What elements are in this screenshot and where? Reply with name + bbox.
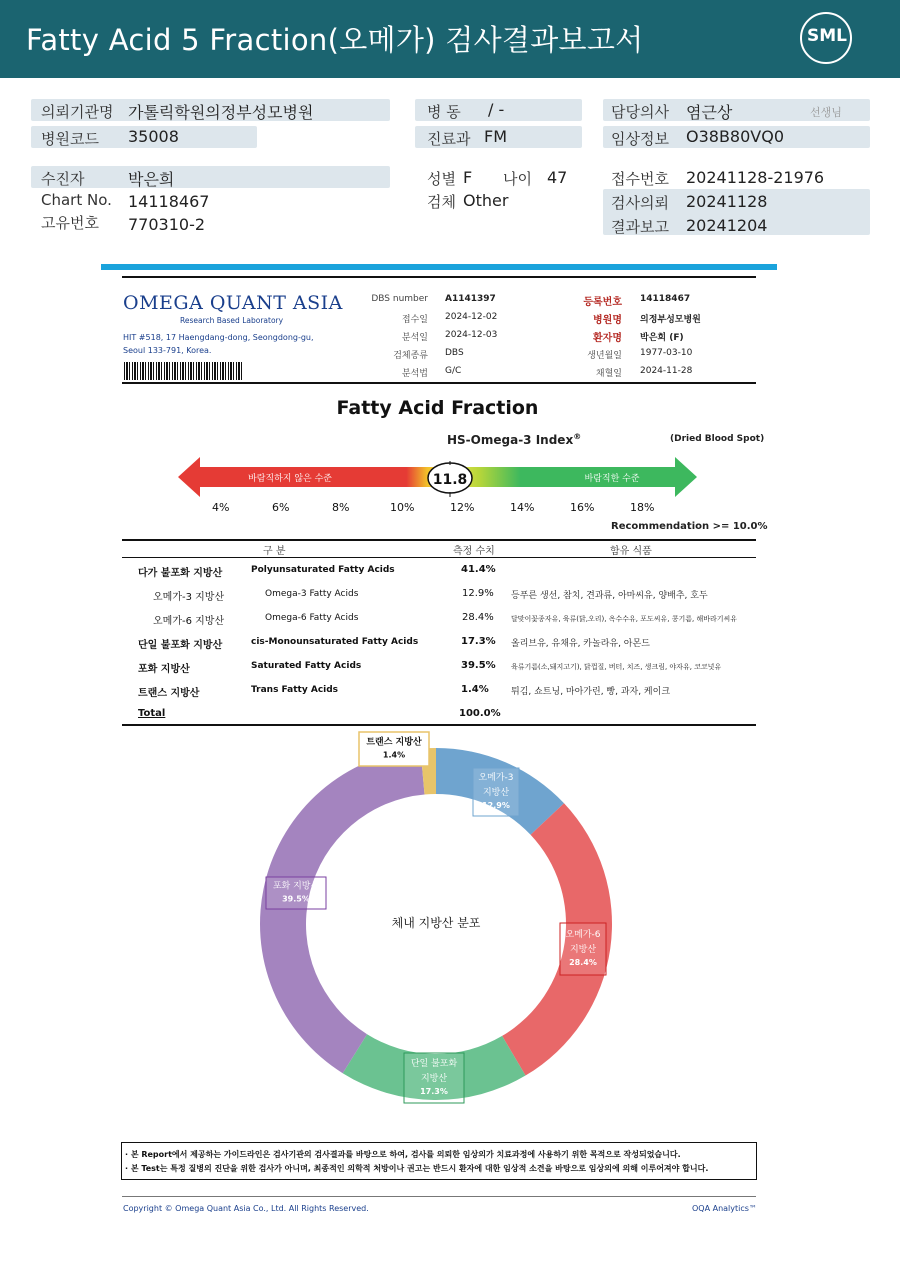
receipt-label: 접수번호: [611, 170, 669, 188]
table-header-foods: 함유 식품: [610, 546, 652, 557]
table-header-rule: [122, 557, 756, 558]
table-header-value: 측정 수치: [453, 546, 495, 557]
sml-logo: [800, 12, 852, 64]
id-value: 770310-2: [128, 215, 206, 234]
slice-label-text: 단일 불포화: [410, 1059, 458, 1069]
hospital-code-value: 35008: [128, 127, 179, 146]
scale-tick-label: 18%: [630, 501, 655, 514]
scale-tick-label: 10%: [390, 501, 415, 514]
slice-label-text: 트랜스 지방산: [366, 737, 422, 748]
doctor-label: 담당의사: [611, 103, 669, 121]
row-category-en: Omega-6 Fatty Acids: [265, 613, 359, 623]
oqa-analytics: OQA Analytics™: [692, 1204, 757, 1213]
dbs-value: A1141397: [445, 294, 496, 304]
row-category-ko: 단일 불포화 지방산: [138, 640, 223, 651]
request-value: 20241128: [686, 192, 768, 211]
lab-address-2: Seoul 133-791, Korea.: [123, 346, 212, 355]
recommendation: Recommendation >= 10.0%: [611, 521, 768, 532]
received-value: 2024-12-02: [445, 312, 498, 322]
clinical-label: 임상정보: [611, 130, 669, 148]
donut-center-label: 체내 지방산 분포: [391, 916, 481, 930]
dbs-label: DBS number: [371, 294, 428, 304]
row-foods: 등푸른 생선, 참치, 견과류, 아마씨유, 양배추, 호두: [511, 591, 708, 601]
header-bar: [0, 0, 900, 78]
row-category-en: Omega-3 Fatty Acids: [265, 589, 359, 599]
dept-value: FM: [484, 127, 508, 146]
disclaimer-line-1: · 본 Report에서 제공하는 가이드라인은 검사기관의 검사결과를 바탕으로 하여, 검사를 의뢰한 임상의가 치료과정에 사용하기 위한 목적으로 작성되었습니다.: [125, 1150, 681, 1159]
regno-label: 등록번호: [583, 297, 622, 308]
slice-label-text: 포화 지방산: [272, 881, 320, 892]
sex-value: F: [463, 168, 473, 187]
lab-address-1: HIT #518, 17 Haengdang-dong, Seongdong-gu,: [123, 333, 314, 342]
sample-label: 검체종류: [393, 351, 428, 361]
hospital-name-label: 병원명: [593, 315, 622, 326]
lab-logo-sub: Research Based Laboratory: [180, 316, 284, 325]
specimen-label: 검체: [427, 193, 456, 211]
row-value: 12.9%: [462, 588, 494, 599]
draw-value: 2024-11-28: [640, 366, 693, 376]
age-value: 47: [547, 168, 568, 187]
method-value: G/C: [445, 366, 462, 376]
row-foods: 육류기름(소,돼지고기), 닭껍질, 버터, 치즈, 생크림, 야자유, 코코넛유: [511, 663, 722, 671]
row-category-en: cis-Monounsaturated Fatty Acids: [251, 637, 419, 647]
good-zone-label: 바람직한 수준: [584, 474, 640, 484]
patient-label: 수진자: [41, 170, 85, 188]
table-bottom-rule: [122, 724, 756, 726]
institution-label: 의뢰기관명: [41, 103, 114, 121]
footer-rule: [122, 1196, 756, 1197]
lab-logo-name: OMEGA QUANT ASIA: [123, 292, 343, 314]
logo-text: SML: [807, 26, 847, 46]
slice-label-value: 39.5%: [282, 894, 310, 904]
row-value: 1.4%: [461, 684, 489, 695]
index-note: (Dried Blood Spot): [670, 434, 765, 444]
row-value: 28.4%: [462, 612, 494, 623]
barcode-image: [124, 362, 242, 380]
row-foods: 달맞이꽃종자유, 육류(닭,오리), 옥수수유, 포도씨유, 콩기름, 해바라기씨유: [511, 615, 738, 623]
slice-label-text: 지방산: [482, 788, 510, 798]
dob-label: 생년월일: [587, 351, 622, 361]
patient-value: 박은희: [128, 170, 175, 189]
index-name-text: HS-Omega-3 Index: [447, 433, 574, 447]
lab-patient-label: 환자명: [593, 333, 622, 344]
index-value: 11.8: [432, 472, 468, 488]
dept-label: 진료과: [427, 130, 471, 148]
age-label: 나이: [503, 170, 532, 188]
lab-patient-value: 박은희 (F): [640, 333, 684, 343]
slice-label-value: 12.9%: [482, 801, 510, 810]
slice-label-value: 17.3%: [420, 1087, 448, 1096]
index-name-sup: ®: [573, 432, 582, 441]
row-value: 17.3%: [461, 636, 496, 647]
section-heading: Fatty Acid Fraction: [336, 397, 539, 419]
chart-value: 14118467: [128, 192, 210, 211]
id-label: 고유번호: [41, 214, 99, 232]
slice-label-value: 28.4%: [569, 958, 597, 967]
receipt-value: 20241128-21976: [686, 168, 825, 187]
regno-value: 14118467: [640, 294, 691, 304]
dob-value: 1977-03-10: [640, 348, 693, 358]
request-label: 검사의뢰: [611, 194, 669, 212]
row-value: 39.5%: [461, 660, 496, 671]
scale-tick-label: 6%: [272, 501, 290, 514]
row-category-ko: 다가 불포화 지방산: [138, 568, 223, 579]
table-top-rule: [122, 539, 756, 541]
slice-label-value: 1.4%: [382, 750, 406, 760]
scale-tick-label: 14%: [510, 501, 535, 514]
total-label: Total: [138, 708, 166, 719]
ward-value: / -: [488, 100, 505, 119]
specimen-value: Other: [463, 191, 509, 210]
accent-divider: [101, 264, 777, 270]
report-title: Fatty Acid 5 Fraction(오메가) 검사결과보고서: [26, 23, 644, 57]
scale-tick-label: 12%: [450, 501, 475, 514]
slice-label-text: 오메가-3: [478, 773, 514, 783]
ward-label: 병 동: [427, 103, 461, 121]
fatty-acid-donut-chart: [240, 730, 640, 1120]
row-category-en: Saturated Fatty Acids: [251, 661, 362, 671]
scale-tick-label: 4%: [212, 501, 230, 514]
bad-zone-label: 바람직하지 않은 수준: [248, 474, 332, 484]
row-foods: 튀김, 쇼트닝, 마아가린, 빵, 과자, 케이크: [511, 687, 671, 697]
band-patient: [31, 166, 390, 188]
report-top-rule: [122, 276, 756, 278]
disclaimer-line-2: · 본 Test는 특정 질병의 진단을 위한 검사가 아니며, 최종적인 의학적 처방이나 권고는 반드시 환자에 대한 임상적 소견을 바탕으로 임상의에 의해 이루어져야 합니다.: [125, 1164, 709, 1173]
method-label: 분석법: [401, 369, 428, 379]
sample-value: DBS: [445, 348, 464, 358]
row-category-ko: 오메가-6 지방산: [153, 616, 225, 627]
slice-label-text: 오메가-6: [565, 930, 601, 940]
slice-label-text: 지방산: [569, 945, 597, 955]
analyzed-value: 2024-12-03: [445, 330, 498, 340]
hospital-code-label: 병원코드: [41, 130, 99, 148]
clinical-value: O38B80VQ0: [686, 127, 785, 146]
doctor-suffix: 선생님: [810, 106, 842, 119]
disclaimer-box: [121, 1142, 757, 1180]
index-name: [447, 432, 581, 447]
row-category-en: Trans Fatty Acids: [251, 685, 339, 695]
total-value: 100.0%: [459, 708, 501, 719]
row-category-en: Polyunsaturated Fatty Acids: [251, 565, 395, 575]
report-label: 결과보고: [611, 218, 669, 236]
sex-label: 성별: [427, 170, 456, 188]
report-header-rule: [122, 382, 756, 384]
chart-label: Chart No.: [41, 191, 112, 209]
row-foods: 올리브유, 유채유, 카놀라유, 아몬드: [511, 639, 650, 649]
row-value: 41.4%: [461, 564, 496, 575]
row-category-ko: 트랜스 지방산: [138, 688, 200, 699]
scale-tick-label: 8%: [332, 501, 350, 514]
report-value: 20241204: [686, 216, 768, 235]
hospital-name-value: 의정부성모병원: [640, 315, 701, 325]
analyzed-label: 분석일: [401, 333, 428, 343]
table-header-category: 구 분: [263, 546, 286, 557]
scale-tick-label: 16%: [570, 501, 595, 514]
slice-label-text: 지방산: [420, 1074, 448, 1084]
copyright: Copyright © Omega Quant Asia Co., Ltd. All Rights Reserved.: [123, 1204, 369, 1213]
institution-value: 가톨릭학원의정부성모병원: [128, 103, 314, 122]
row-category-ko: 포화 지방산: [138, 664, 190, 675]
draw-label: 채혈일: [595, 369, 622, 379]
index-marker: [428, 461, 472, 497]
doctor-value: 염근상: [686, 103, 733, 122]
donut-slice: [260, 749, 425, 1074]
received-label: 접수일: [401, 315, 428, 325]
index-scale: [170, 450, 710, 510]
row-category-ko: 오메가-3 지방산: [153, 592, 225, 603]
